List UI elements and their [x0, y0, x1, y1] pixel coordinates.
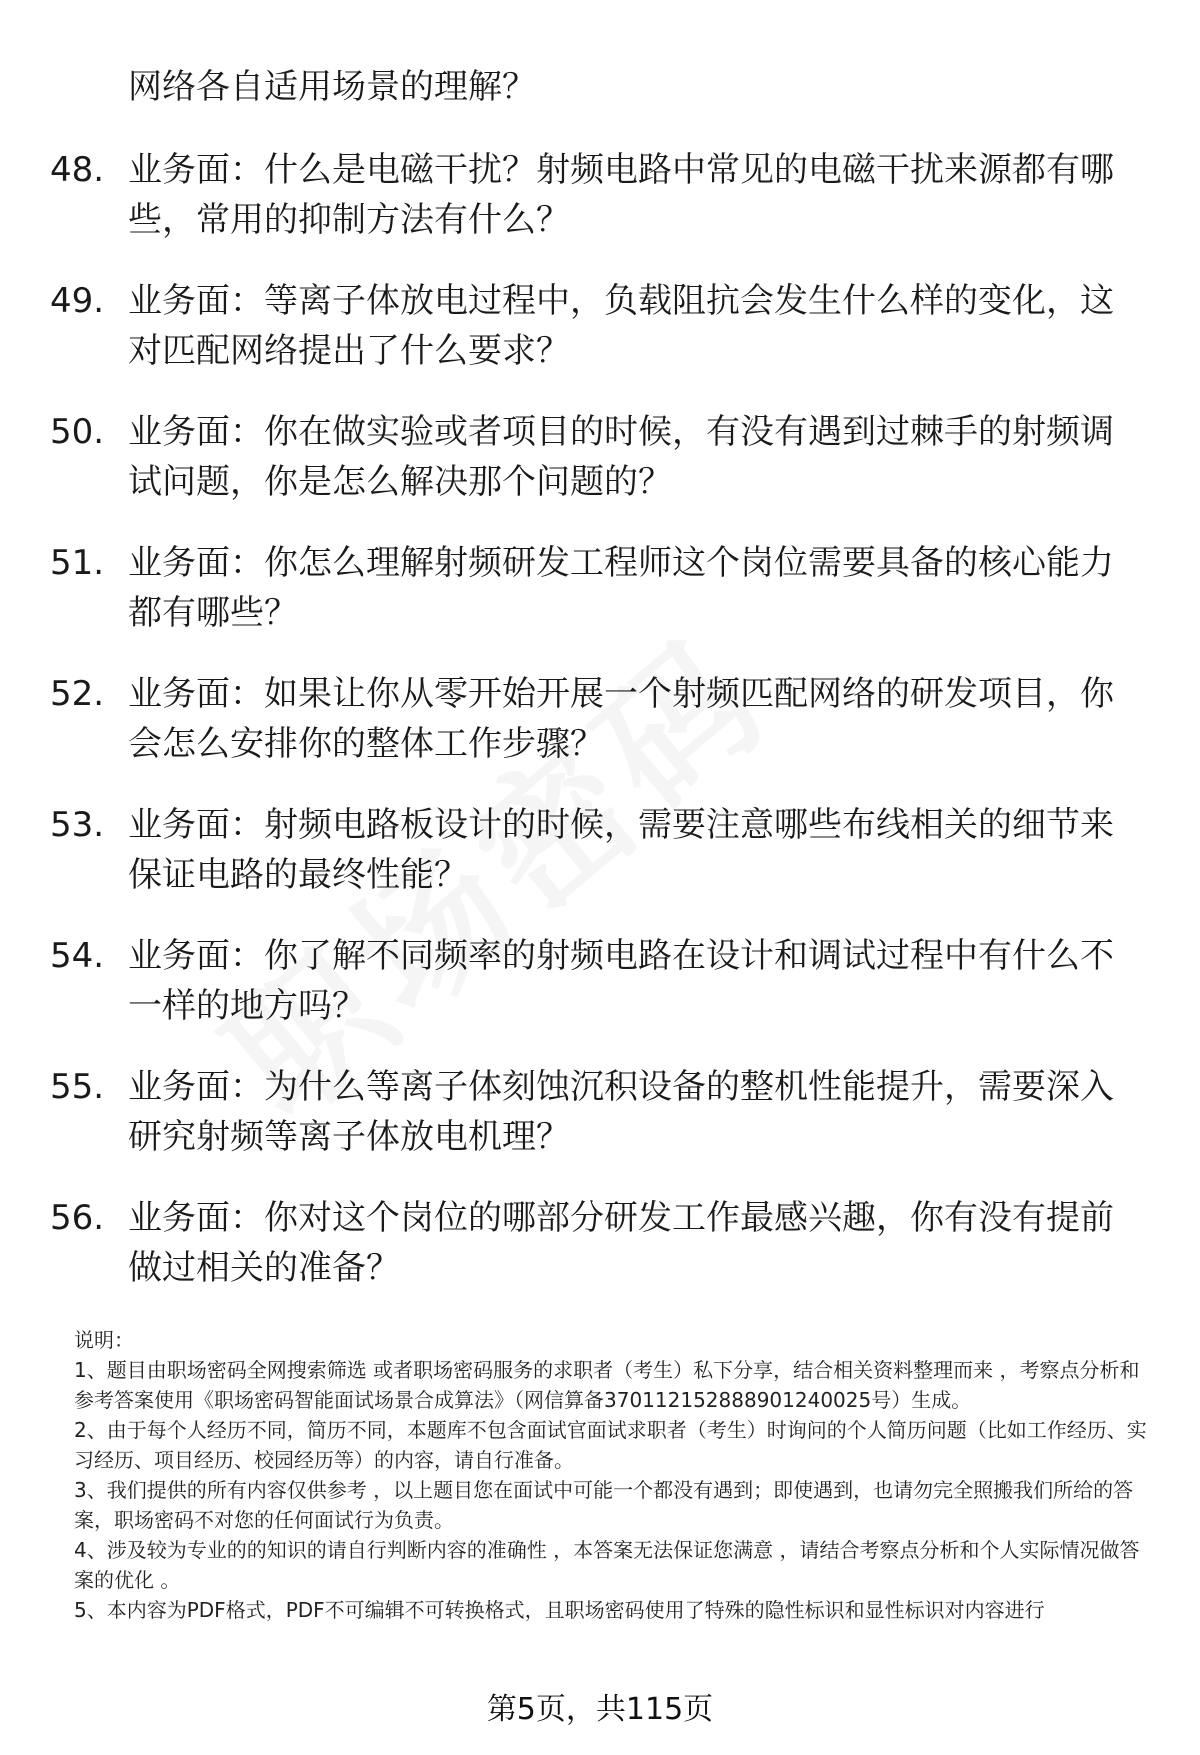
question-text: 业务面：为什么等离子体刻蚀沉积设备的整机性能提升，需要深入研究射频等离子体放电机理？	[128, 1067, 1114, 1157]
carryover-question-text: 网络各自适用场景的理解？	[128, 67, 536, 107]
question-text: 业务面：什么是电磁干扰？射频电路中常见的电磁干扰来源都有哪些，常用的抑制方法有什么？	[128, 150, 1114, 240]
question-text: 业务面：你了解不同频率的射频电路在设计和调试过程中有什么不一样的地方吗？	[128, 936, 1114, 1026]
question-text: 业务面：如果让你从零开始开展一个射频匹配网络的研发项目，你会怎么安排你的整体工作步骤？	[128, 674, 1114, 764]
note-item: 4、涉及较为专业的的知识的请自行判断内容的准确性 ，本答案无法保证您满意 ，请结合考察点分析和个人实际情况做答案的优化 。	[74, 1538, 1140, 1592]
note-item: 2、由于每个人经历不同，简历不同，本题库不包含面试官面试求职者（考生）时询问的个人简历问题（比如工作经历、实习经历、项目经历、校园经历等）的内容，请自行准备。	[74, 1418, 1147, 1472]
question-number: 55.	[50, 1067, 105, 1107]
question-item	[0, 1062, 1200, 1193]
note-item: 3、我们提供的所有内容仅供参考 ，以上题目您在面试中可能一个都没有遇到；即使遇到，也请勿完全照搬我们所给的答案，职场密码不对您的任何面试行为负责。	[74, 1478, 1134, 1532]
question-text: 业务面：你怎么理解射频研发工程师这个岗位需要具备的核心能力都有哪些？	[128, 543, 1114, 633]
note-item: 1、题目由职场密码全网搜索筛选 或者职场密码服务的求职者（考生）私下分享，结合相关资料整理而来 ，考察点分析和参考答案使用《职场密码智能面试场景合成算法》（网信算备370112152888901240025号）生成。	[74, 1358, 1140, 1412]
question-item	[0, 276, 1200, 407]
question-number: 54.	[50, 936, 105, 976]
question-item	[0, 145, 1200, 276]
question-text: 业务面：射频电路板设计的时候，需要注意哪些布线相关的细节来保证电路的最终性能？	[128, 805, 1114, 895]
question-number: 51.	[50, 543, 105, 583]
page-footer: 第5页，共115页	[486, 1692, 714, 1727]
question-item	[0, 800, 1200, 931]
question-item	[0, 669, 1200, 800]
question-number: 50.	[50, 412, 105, 452]
question-text: 业务面：你在做实验或者项目的时候，有没有遇到过棘手的射频调试问题，你是怎么解决那个问题的？	[128, 412, 1114, 502]
question-number: 48.	[50, 150, 105, 190]
question-item	[0, 407, 1200, 538]
question-number: 56.	[50, 1198, 105, 1238]
question-item	[0, 931, 1200, 1062]
question-text: 业务面：你对这个岗位的哪部分研发工作最感兴趣，你有没有提前做过相关的准备？	[128, 1198, 1114, 1288]
question-item	[0, 538, 1200, 669]
question-text: 业务面：等离子体放电过程中，负载阻抗会发生什么样的变化，这对匹配网络提出了什么要求？	[128, 281, 1114, 371]
notes-title: 说明：	[74, 1328, 134, 1352]
question-item	[0, 1193, 1200, 1324]
question-number: 49.	[50, 281, 105, 321]
notes-section	[74, 1325, 1154, 1625]
question-list	[0, 145, 1200, 1324]
note-item: 5、本内容为PDF格式，PDF不可编辑不可转换格式，且职场密码使用了特殊的隐性标识和显性标识对内容进行	[74, 1598, 1045, 1622]
question-number: 52.	[50, 674, 105, 714]
question-number: 53.	[50, 805, 105, 845]
